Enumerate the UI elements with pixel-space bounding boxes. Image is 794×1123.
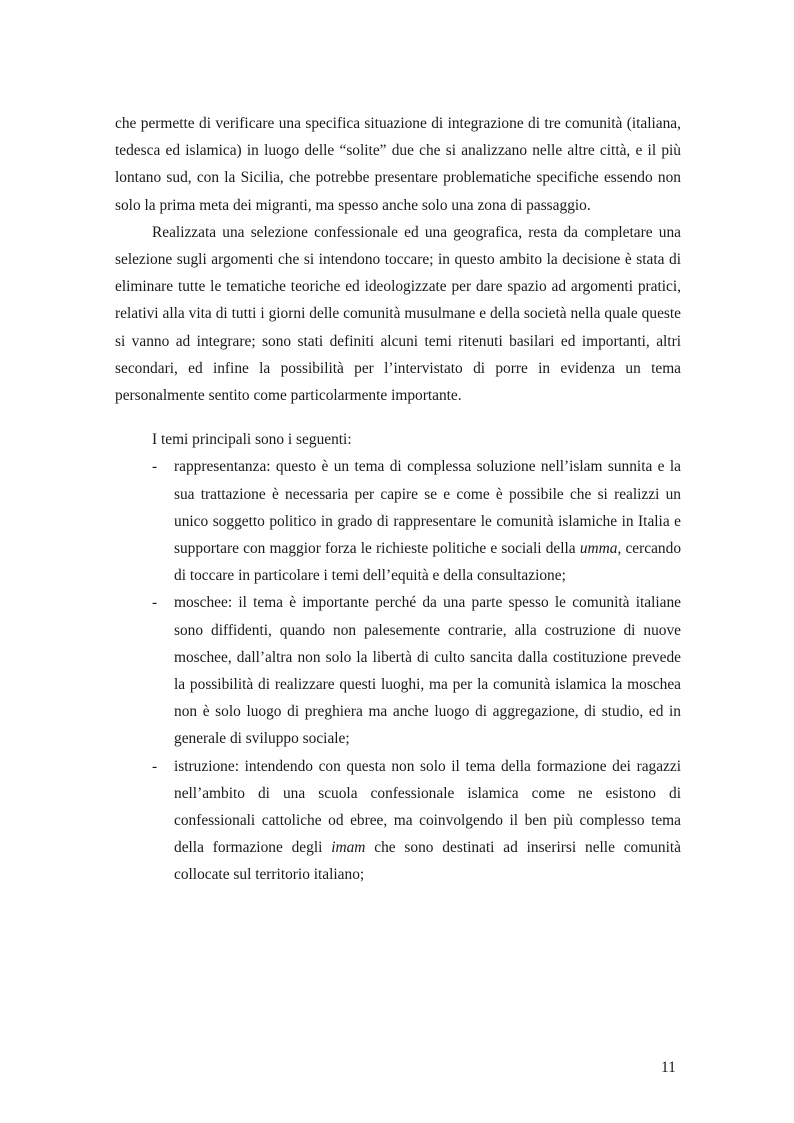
list-bullet: -	[152, 594, 158, 612]
paragraph-selection-topics: Realizzata una selezione confessionale ed una geografica, resta da completare una selezione sugli argomenti che si intendono toccare; in questo ambito la decisione è stata di eliminare tutte le tematiche teoriche ed ideologizzate per dare spazio ad argomenti pratici, relativi alla vita di tutti i giorni delle comunità musulmane e della società nella quale queste si vanno ad integrare; sono stati definiti alcuni temi ritenuti basilari ed importanti, altri secondari, ed infine la possibilità per l’intervistato di porre in evidenza un tema personalmente sentito come particolarmente importante.	[115, 223, 681, 405]
list-item-text-part: che sono destinati ad inserirsi nelle comunità collocate sul territorio italiano;	[174, 839, 681, 884]
list-item-text	[174, 753, 681, 889]
list-item-text-part: , cercando di toccare in particolare i temi dell’equità e della consultazione;	[174, 540, 682, 585]
topics-intro: I temi principali sono i seguenti:	[152, 431, 352, 449]
list-item-text	[174, 453, 681, 589]
italic-term: imam	[331, 839, 366, 857]
list-item-moschee	[115, 589, 681, 752]
list-bullet: -	[152, 757, 158, 775]
list-item-rappresentanza	[115, 453, 681, 589]
list-item-text-part: istruzione: intendendo con questa non solo il tema della formazione dei ragazzi nell’ambito di una scuola confessionale islamica come ne esistono di confessionali cattoliche od ebree, ma coinvolgendo il ben più complesso tema della formazione degli	[174, 757, 681, 857]
list-item-text: moschee: il tema è importante perché da una parte spesso le comunità italiane sono diffidenti, quando non palesemente contrarie, alla costruzione di nuove moschee, dall’altra non solo la libertà di culto sancita dalla costituzione prevede la possibilità di realizzare questi luoghi, ma per la comunità islamica la moschea non è solo luogo di preghiera ma anche luogo di aggregazione, di studio, ed in generale di sviluppo sociale;	[174, 594, 681, 748]
topics-list	[115, 453, 681, 888]
list-item-text-part: rappresentanza: questo è un tema di complessa soluzione nell’islam sunnita e la sua trattazione è necessaria per capire se e come è possibile che si realizzi un unico soggetto politico in grado di rappresentare le comunità islamiche in Italia e supportare con maggior forza le richieste politiche e sociali della	[174, 458, 681, 558]
list-item-istruzione	[115, 753, 681, 889]
page-number: 11	[661, 1059, 676, 1076]
paragraph-continuation: che permette di verificare una specifica situazione di integrazione di tre comunità (italiana, tedesca ed islamica) in luogo delle “solite” due che si analizzano nelle altre città, e il più lontano sud, con la Sicilia, che potrebbe presentare problematiche specifiche essendo non solo la prima meta dei migranti, ma spesso anche solo una zona di passaggio.	[115, 115, 681, 214]
document-page	[115, 110, 681, 889]
italic-term: umma	[579, 540, 618, 558]
paragraph-gap	[115, 409, 681, 426]
list-bullet: -	[152, 458, 158, 476]
